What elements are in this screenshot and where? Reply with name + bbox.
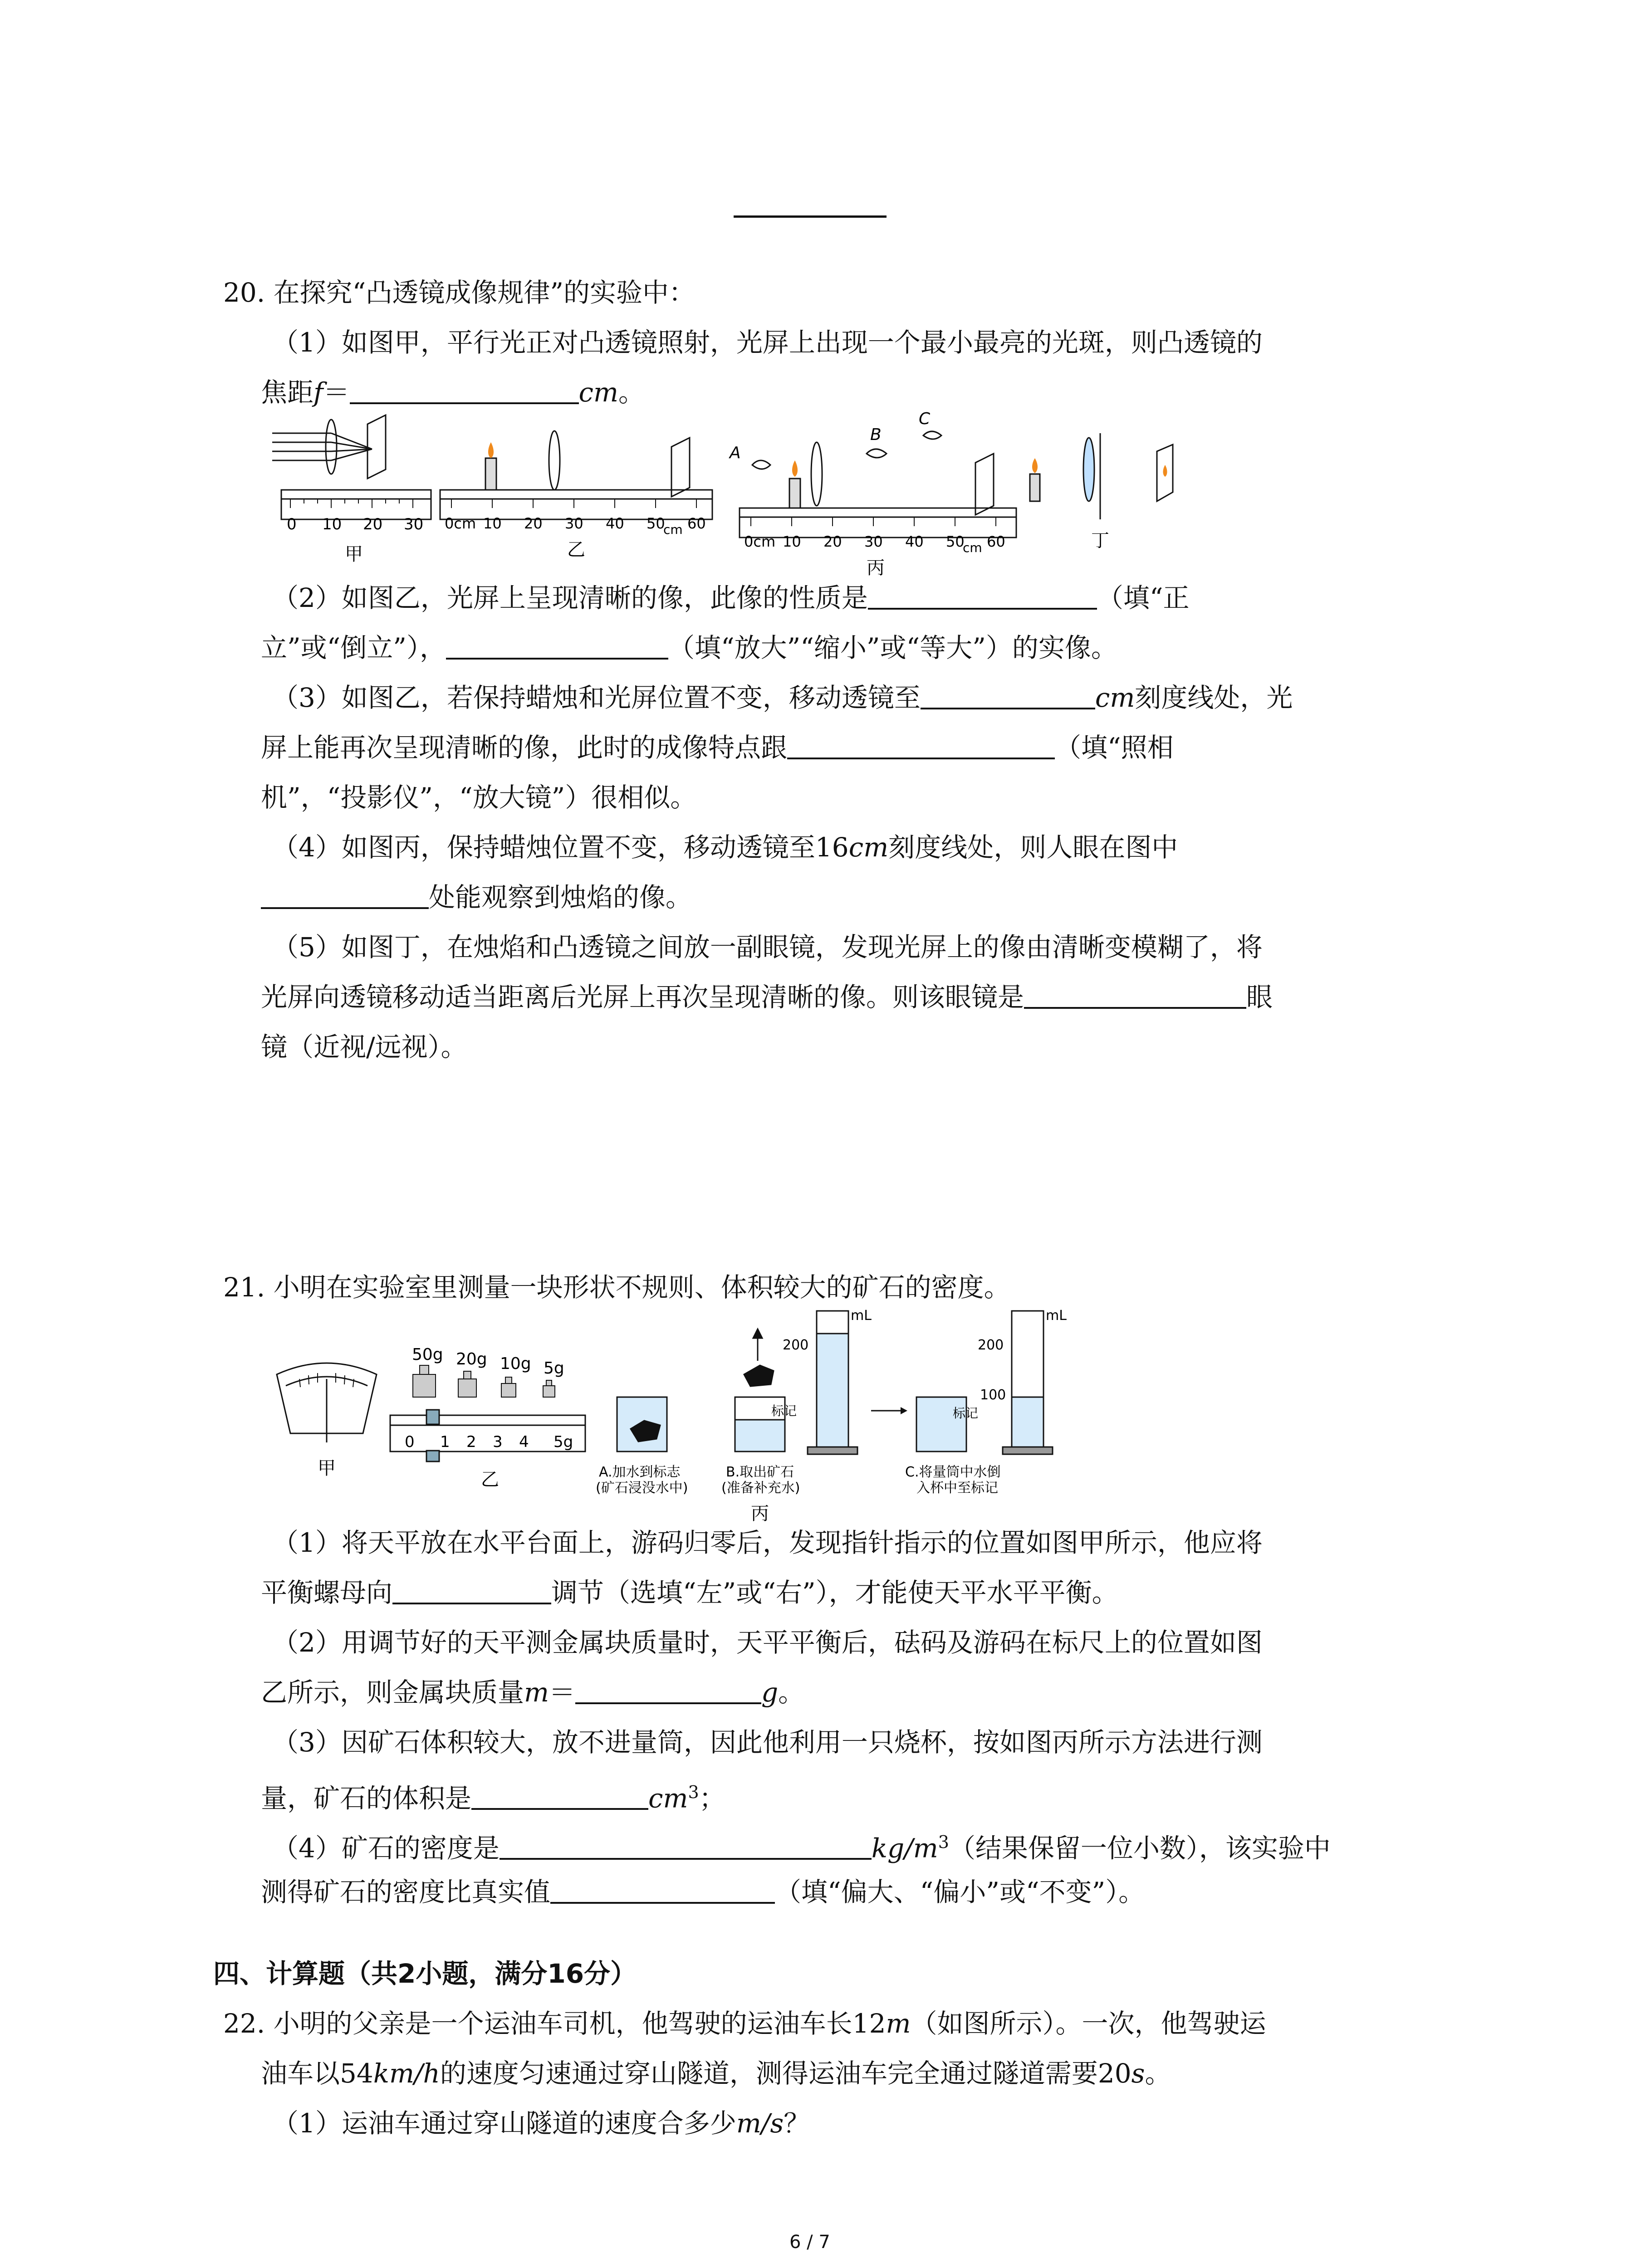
q20-p1b: 焦距f＝ cm。 — [261, 377, 645, 408]
q21-p1a: （1）将天平放在水平台面上，游码归零后，发现指针指示的位置如图甲所示，他应将 — [272, 1527, 1263, 1558]
q20-p5b: 光屏向透镜移动适当距离后光屏上再次呈现清晰的像。则该眼镜是 眼 — [261, 982, 1273, 1012]
top-rule — [734, 215, 887, 218]
q21-p3a: （3）因矿石体积较大，放不进量筒，因此他利用一只烧杯，按如图丙所示方法进行测 — [272, 1727, 1263, 1758]
q20-p2b: 立”或“倒立”）， （填“放大”“缩小”或“等大”）的实像。 — [261, 632, 1117, 663]
ruler-label-bing-30: 30 — [864, 533, 883, 550]
q20-p3c: 机”，“投影仪”，“放大镜”）很相似。 — [261, 782, 697, 813]
answer-blank-mass[interactable] — [575, 1677, 761, 1704]
weights — [413, 1365, 555, 1397]
ruler-label-bing-60: 60 — [987, 533, 1005, 550]
ruler-label-yi-50: 50 — [647, 515, 665, 532]
caption-A2: (矿石浸没水中) — [596, 1480, 688, 1496]
ruler-label-bing-20: 20 — [823, 533, 842, 550]
weight-label-5g: 5g — [544, 1359, 564, 1378]
answer-blank-density[interactable] — [500, 1833, 872, 1860]
ruler-ticks-jia — [290, 499, 413, 508]
mark-label-C: 标记 — [953, 1406, 979, 1421]
label-B: B — [870, 425, 882, 444]
q22-l1: 22. 小明的父亲是一个运油车司机，他驾驶的运油车长12m（如图所示）。一次，他驾驶运 — [223, 2008, 1266, 2039]
q21-stem: 21. 小明在实验室里测量一块形状不规则、体积较大的矿石的密度。 — [223, 1272, 1010, 1303]
answer-blank-focal[interactable] — [350, 377, 579, 404]
ml-label-1: mL — [851, 1308, 872, 1324]
ruler-label-21-1: 1 — [440, 1433, 450, 1451]
eye-B-icon — [867, 449, 887, 458]
q20-p5a: （5）如图丁，在烛焰和凸透镜之间放一副眼镜，发现光屏上的像由清晰变模糊了，将 — [272, 932, 1263, 963]
ruler-label-jia-30: 30 — [404, 515, 424, 533]
ruler-label-yi-0cm: 0cm — [445, 515, 476, 532]
label-bing: 丙 — [867, 557, 885, 578]
label-yi-21: 乙 — [481, 1469, 499, 1490]
caption-A1: A.加水到标志 — [599, 1464, 681, 1480]
label-jia-21: 甲 — [318, 1458, 336, 1479]
beaker-A — [617, 1397, 667, 1452]
section-title-calc: 四、计算题（共2小题，满分16分） — [213, 1958, 637, 1989]
ruler-label-bing-0cm: 0cm — [744, 533, 776, 550]
screen-image-ding-icon — [1163, 465, 1167, 477]
ruler-label-yi-10: 10 — [483, 515, 502, 532]
answer-blank-nut-direction[interactable] — [392, 1577, 551, 1604]
weight-label-20g: 20g — [456, 1350, 487, 1369]
ruler-label-21-0: 0 — [405, 1433, 415, 1451]
page-number: 6 / 7 — [789, 2232, 830, 2253]
q21-p4a: （4）矿石的密度是 $kg/m^3$（结果保留一位小数），该实验中 — [272, 1832, 1331, 1864]
label-A: A — [730, 444, 741, 462]
ruler-label-21-3: 3 — [493, 1433, 503, 1451]
q20-p2a: （2）如图乙，光屏上呈现清晰的像，此像的性质是 （填“正 — [272, 582, 1190, 613]
q22-l3: （1）运油车通过穿山隧道的速度合多少m/s？ — [272, 2108, 810, 2139]
lens-experiment-figure — [272, 406, 1216, 587]
q20-p1a: （1）如图甲，平行光正对凸透镜照射，光屏上出现一个最小最亮的光斑，则凸透镜的 — [272, 327, 1263, 358]
ruler-label-bing-cm: cm — [963, 540, 982, 555]
label-bing-21: 丙 — [751, 1503, 769, 1524]
ruler-ticks-bing — [751, 517, 996, 526]
v200-label-1: 200 — [783, 1337, 809, 1353]
ruler-label-bing-50: 50 — [946, 533, 965, 550]
figure-yi — [440, 431, 712, 519]
answer-blank-glasses[interactable] — [1024, 982, 1246, 1009]
answer-blank-size[interactable] — [446, 632, 668, 660]
ruler-label-jia-10: 10 — [322, 515, 342, 533]
ruler-label-21-2: 2 — [466, 1433, 476, 1451]
label-ding: 丁 — [1091, 530, 1109, 551]
ruler-label-bing-10: 10 — [783, 533, 801, 550]
ruler-label-yi-30: 30 — [565, 515, 583, 532]
answer-blank-volume[interactable] — [471, 1783, 648, 1810]
eye-C-icon — [923, 431, 941, 439]
ruler-label-yi-cm: cm — [663, 522, 683, 537]
ruler-label-yi-40: 40 — [606, 515, 624, 532]
v200-label-2: 200 — [978, 1337, 1004, 1353]
q20-p3b: 屏上能再次呈现清晰的像，此时的成像特点跟 （填“照相 — [261, 732, 1174, 763]
answer-blank-device[interactable] — [787, 732, 1055, 759]
answer-blank-lens-position[interactable] — [921, 682, 1095, 709]
mark-label-B: 标记 — [771, 1403, 797, 1418]
answer-blank-orientation[interactable] — [868, 582, 1097, 610]
weight-label-50g: 50g — [412, 1345, 443, 1364]
q21-p2a: （2）用调节好的天平测金属块质量时，天平平衡后，砝码及游码在标尺上的位置如图 — [272, 1627, 1263, 1658]
label-jia: 甲 — [345, 544, 363, 565]
figure-ding — [1030, 433, 1173, 519]
q20-p3a: （3）如图乙，若保持蜡烛和光屏位置不变，移动透镜至 cm刻度线处，光 — [272, 682, 1293, 713]
q21-p1b: 平衡螺母向 调节（选填“左”或“右”），才能使天平水平平衡。 — [261, 1577, 1118, 1608]
q20-p4a: （4）如图丙，保持蜡烛位置不变，移动透镜至16cm刻度线处，则人眼在图中 — [272, 832, 1178, 863]
ruler-label-21-4: 4 — [519, 1433, 529, 1451]
caption-C1: C.将量筒中水倒 — [905, 1464, 1001, 1480]
ruler-label-jia-0: 0 — [287, 515, 297, 533]
answer-blank-eye-position[interactable] — [261, 882, 429, 909]
ruler-label-yi-20: 20 — [524, 515, 543, 532]
q20-p5c: 镜（近视/远视）。 — [261, 1031, 467, 1062]
q21-p3b: 量，矿石的体积是 $cm^3$； — [261, 1782, 725, 1814]
figure-jia — [272, 415, 431, 519]
weight-label-10g: 10g — [500, 1354, 531, 1373]
cylinder-1 — [808, 1311, 857, 1454]
caption-B2: (准备补充水) — [721, 1480, 800, 1496]
candle-flame-ding-icon — [1032, 458, 1038, 473]
beaker-C — [916, 1397, 966, 1452]
density-experiment-figure — [272, 1306, 1180, 1547]
caption-B1: B.取出矿石 — [726, 1464, 794, 1480]
q21-p2b: 乙所示，则金属块质量m＝ g。 — [261, 1677, 805, 1708]
ruler-ticks-yi — [451, 499, 696, 508]
ruler-label-21-5g: 5g — [554, 1433, 573, 1451]
ruler-label-bing-40: 40 — [905, 533, 924, 550]
beaker-B — [735, 1329, 785, 1452]
q20-p4b: 处能观察到烛焰的像。 — [261, 881, 692, 913]
ml-label-2: mL — [1046, 1308, 1067, 1324]
caption-C2: 入杯中至标记 — [916, 1480, 998, 1496]
label-yi: 乙 — [567, 539, 585, 560]
eye-A-icon — [752, 460, 770, 469]
candle-flame-bing-icon — [792, 460, 798, 477]
ruler-label-yi-60: 60 — [687, 515, 706, 532]
balance-pointer-jia — [277, 1363, 377, 1442]
ruler-label-jia-20: 20 — [363, 515, 383, 533]
figure-bing — [740, 442, 1016, 538]
candle-flame-yi-icon — [488, 442, 494, 458]
cylinder-2 — [1003, 1311, 1053, 1454]
answer-blank-deviation[interactable] — [550, 1877, 775, 1904]
label-C: C — [919, 410, 931, 428]
q20-stem: 20. 在探究“凸透镜成像规律”的实验中： — [223, 277, 695, 308]
q21-p4b: 测得矿石的密度比真实值 （填“偏大、“偏小”或“不变”）。 — [261, 1877, 1145, 1907]
q22-l2: 油车以54km/h的速度匀速通过穿山隧道，测得运油车完全通过隧道需要20s。 — [261, 2058, 1171, 2089]
v100-label-2: 100 — [980, 1387, 1006, 1403]
